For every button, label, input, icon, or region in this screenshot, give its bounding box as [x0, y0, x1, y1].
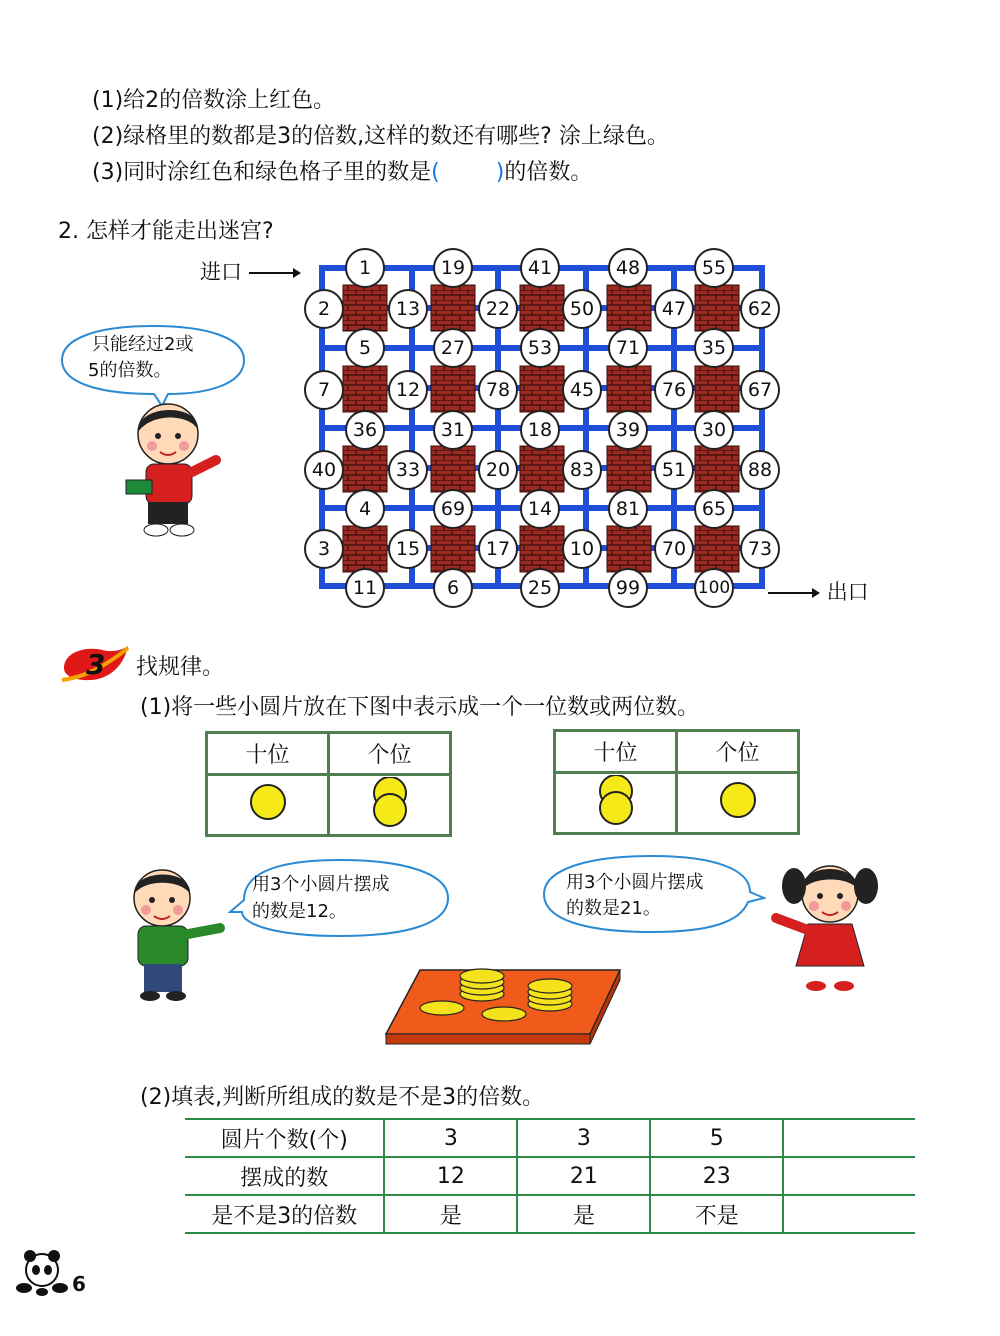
maze-wall — [695, 446, 739, 492]
girl-pointing-illustration-icon — [768, 856, 888, 996]
answer-blank-open[interactable]: ( — [431, 160, 440, 185]
maze-bubble-line-2: 5的倍数。 — [88, 360, 172, 381]
exit-text: 出口 — [826, 580, 869, 604]
maze-wall — [520, 285, 564, 331]
row-header-chip-count: 圆片个数(个) — [185, 1119, 384, 1157]
section-3-part-2: (2)填表,判断所组成的数是不是3的倍数。 — [140, 1085, 545, 1110]
maze-number[interactable]: 7 — [304, 370, 344, 410]
counter-chip-icon — [368, 777, 412, 827]
section-3-part-1: (1)将一些小圆片放在下图中表示成一个一位数或两位数。 — [140, 695, 700, 720]
maze-wall — [607, 526, 651, 572]
ones-cell — [677, 773, 799, 834]
maze-number[interactable]: 78 — [478, 370, 518, 410]
maze-number[interactable]: 6 — [433, 568, 473, 608]
maze-wall — [607, 446, 651, 492]
maze-number[interactable]: 20 — [478, 450, 518, 490]
answer-blank-close[interactable]: ) — [495, 160, 505, 185]
tens-header: 十位 — [555, 731, 677, 773]
maze-wall — [607, 285, 651, 331]
table-cell: 3 — [384, 1119, 517, 1157]
maze-number[interactable]: 22 — [478, 289, 518, 329]
maze-number[interactable]: 39 — [608, 410, 648, 450]
row-header-is-multiple-of-3: 是不是3的倍数 — [185, 1195, 384, 1233]
panda-icon — [14, 1246, 70, 1298]
instruction-line-3-suffix: 的倍数。 — [504, 160, 593, 185]
maze-wall — [607, 366, 651, 412]
maze-wall — [520, 526, 564, 572]
counter-chip-icon — [594, 775, 638, 825]
tens-cell — [207, 775, 329, 836]
section-3-badge-icon — [58, 642, 130, 684]
row-header-number-formed: 摆成的数 — [185, 1157, 384, 1195]
maze-number[interactable]: 33 — [388, 450, 428, 490]
instruction-line-3-text: (3)同时涂红色和绿色格子里的数是 — [92, 160, 432, 185]
ones-header: 个位 — [329, 733, 451, 775]
maze-wall — [431, 446, 475, 492]
table-cell-blank[interactable] — [783, 1157, 915, 1195]
table-cell: 是 — [384, 1195, 517, 1233]
table-cell: 5 — [650, 1119, 783, 1157]
maze-wall — [695, 526, 739, 572]
instruction-line-2: (2)绿格里的数都是3的倍数,这样的数还有哪些? 涂上绿色。 — [92, 124, 669, 149]
boy-illustration-icon — [116, 396, 226, 538]
maze-wall — [343, 446, 387, 492]
maze-wall — [520, 446, 564, 492]
maze-number[interactable]: 36 — [345, 410, 385, 450]
maze-number[interactable]: 69 — [433, 489, 473, 529]
maze-number[interactable]: 2 — [304, 289, 344, 329]
boy-bubble-line-1: 用3个小圆片摆成 — [252, 874, 390, 895]
maze-bubble-line-1: 只能经过2或 — [92, 334, 194, 355]
maze-number[interactable]: 70 — [654, 529, 694, 569]
maze-number[interactable]: 71 — [608, 328, 648, 368]
ones-header: 个位 — [677, 731, 799, 773]
counter-chip-icon — [248, 782, 288, 822]
maze-number[interactable]: 45 — [562, 370, 602, 410]
table-cell: 3 — [517, 1119, 650, 1157]
ones-cell — [329, 775, 451, 836]
maze-wall — [431, 366, 475, 412]
maze-number[interactable]: 1 — [345, 248, 385, 288]
maze-number[interactable]: 5 — [345, 328, 385, 368]
maze-number[interactable]: 53 — [520, 328, 560, 368]
maze-wall — [695, 285, 739, 331]
maze-number[interactable]: 27 — [433, 328, 473, 368]
maze-number[interactable]: 35 — [694, 328, 734, 368]
maze-number[interactable]: 18 — [520, 410, 560, 450]
entrance-text: 进口 — [200, 260, 242, 284]
maze-number[interactable]: 4 — [345, 489, 385, 529]
maze-wall — [343, 366, 387, 412]
maze-number[interactable]: 55 — [694, 248, 734, 288]
maze-number[interactable]: 31 — [433, 410, 473, 450]
tens-header: 十位 — [207, 733, 329, 775]
maze-number[interactable]: 10 — [562, 529, 602, 569]
table-cell: 21 — [517, 1157, 650, 1195]
maze-number[interactable]: 48 — [608, 248, 648, 288]
maze-number[interactable]: 62 — [740, 289, 780, 329]
maze-number[interactable]: 88 — [740, 450, 780, 490]
table-cell: 12 — [384, 1157, 517, 1195]
table-cell-blank[interactable] — [783, 1119, 915, 1157]
coin-tray-illustration-icon — [380, 964, 630, 1048]
table-cell-blank[interactable] — [783, 1195, 915, 1233]
maze-number[interactable]: 73 — [740, 529, 780, 569]
girl-bubble-line-1: 用3个小圆片摆成 — [566, 872, 704, 893]
maze-wall — [431, 285, 475, 331]
maze-number[interactable]: 100 — [694, 568, 734, 608]
maze-number[interactable]: 50 — [562, 289, 602, 329]
place-value-table-21 — [553, 729, 800, 835]
maze-wall — [520, 366, 564, 412]
maze-number[interactable]: 3 — [304, 529, 344, 569]
maze-number[interactable]: 17 — [478, 529, 518, 569]
maze-number[interactable]: 81 — [608, 489, 648, 529]
maze-number[interactable]: 25 — [520, 568, 560, 608]
maze-wall — [695, 366, 739, 412]
counter-chip-icon — [718, 780, 758, 820]
page-number: 6 — [72, 1272, 86, 1296]
maze-number[interactable]: 76 — [654, 370, 694, 410]
multiples-of-3-table — [185, 1118, 915, 1234]
maze-number[interactable]: 11 — [345, 568, 385, 608]
boy-bubble-line-2: 的数是12。 — [252, 901, 347, 922]
maze-number[interactable]: 40 — [304, 450, 344, 490]
maze-wall — [343, 526, 387, 572]
maze-number[interactable]: 51 — [654, 450, 694, 490]
maze-number[interactable]: 67 — [740, 370, 780, 410]
maze-number[interactable]: 30 — [694, 410, 734, 450]
maze-number[interactable]: 41 — [520, 248, 560, 288]
maze-wall — [431, 526, 475, 572]
maze-number[interactable]: 19 — [433, 248, 473, 288]
maze-wall — [343, 285, 387, 331]
section-3-number: 3 — [86, 648, 106, 681]
place-value-table-12 — [205, 731, 452, 837]
girl-bubble-line-2: 的数是21。 — [566, 898, 661, 919]
boy-pointing-illustration-icon — [112, 864, 232, 1004]
maze-number[interactable]: 12 — [388, 370, 428, 410]
table-cell: 23 — [650, 1157, 783, 1195]
maze-number[interactable]: 15 — [388, 529, 428, 569]
table-cell: 不是 — [650, 1195, 783, 1233]
tens-cell — [555, 773, 677, 834]
maze-number[interactable]: 65 — [694, 489, 734, 529]
table-cell: 是 — [517, 1195, 650, 1233]
maze-heading: 2. 怎样才能走出迷宫? — [58, 219, 274, 244]
maze-number[interactable]: 13 — [388, 289, 428, 329]
maze-number[interactable]: 99 — [608, 568, 648, 608]
maze-number[interactable]: 14 — [520, 489, 560, 529]
instruction-line-1: (1)给2的倍数涂上红色。 — [92, 88, 336, 113]
section-3-title: 找规律。 — [136, 655, 225, 680]
maze-number[interactable]: 47 — [654, 289, 694, 329]
maze-number[interactable]: 83 — [562, 450, 602, 490]
